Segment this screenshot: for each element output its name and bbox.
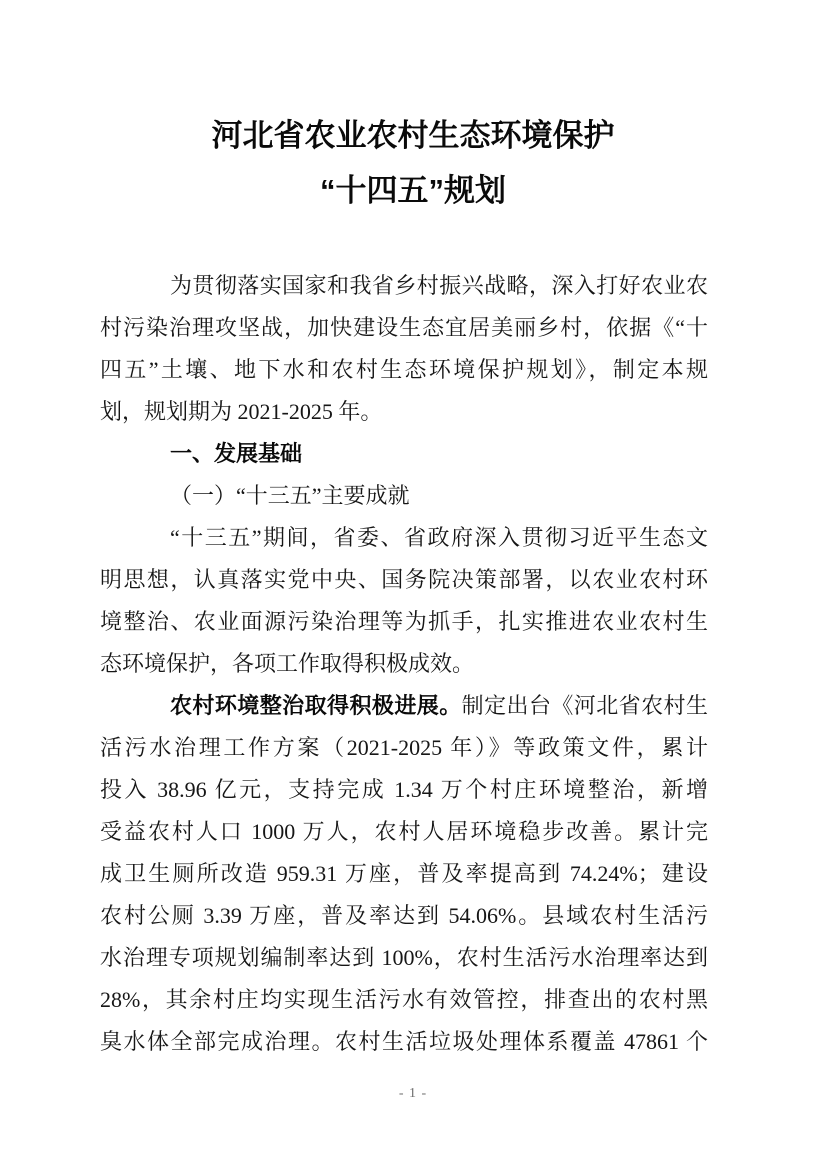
paragraph-3-line-8: 28%，其余村庄均实现生活污水有效管控，排查出的农村黑 <box>100 987 708 1012</box>
paragraph-2-line-4: 态环境保护，各项工作取得积极成效。 <box>100 651 475 676</box>
paragraph-3-line-7: 水治理专项规划编制率达到 100%，农村生活污水治理率达到 <box>100 945 708 970</box>
paragraph-3-line-3: 投入 38.96 亿元，支持完成 1.34 万个村庄环境整治，新增 <box>100 777 708 802</box>
paragraph-2-line-1: “十三五”期间，省委、省政府深入贯彻习近平生态文 <box>170 525 708 550</box>
paragraph-1-line-1: 为贯彻落实国家和我省乡村振兴战略，深入打好农业农 <box>170 273 708 298</box>
document-title <box>0 0 826 218</box>
paragraph-3-line-1-rest: 制定出台《河北省农村生 <box>461 693 708 718</box>
paragraph-3-line-2: 活污水治理工作方案（2021-2025 年）》等政策文件，累计 <box>100 735 708 760</box>
paragraph-3-line-9: 臭水体全部完成治理。农村生活垃圾处理体系覆盖 47861 个 <box>100 1029 708 1054</box>
paragraph-2-line-3: 境整治、农业面源污染治理等为抓手，扎实推进农业农村生 <box>100 609 708 634</box>
subsection-heading: （一）“十三五”主要成就 <box>170 483 410 508</box>
document-body <box>0 265 708 1063</box>
paragraph-3-line-1 <box>100 685 708 727</box>
page-number: - 1 - <box>398 1086 428 1101</box>
paragraph-3-line-6: 农村公厕 3.39 万座，普及率达到 54.06%。县域农村生活污 <box>100 903 708 928</box>
paragraph-2-line-2: 明思想，认真落实党中央、国务院决策部署，以农业农村环 <box>100 567 708 592</box>
page-footer <box>0 1084 826 1104</box>
title-line-1: 河北省农业农村生态环境保护 <box>211 118 615 153</box>
paragraph-1-line-4: 划，规划期为 2021-2025 年。 <box>100 399 383 424</box>
paragraph-1-line-3: 四五”土壤、地下水和农村生态环境保护规划》，制定本规 <box>100 357 708 382</box>
section-heading: 一、发展基础 <box>170 441 303 466</box>
paragraph-3-line-5: 成卫生厕所改造 959.31 万座，普及率提高到 74.24%；建设 <box>100 861 708 886</box>
bold-lead-text: 农村环境整治取得积极进展。 <box>170 693 462 718</box>
paragraph-1-line-2: 村污染治理攻坚战，加快建设生态宜居美丽乡村，依据《“十 <box>100 315 708 340</box>
paragraph-3-line-4: 受益农村人口 1000 万人，农村人居环境稳步改善。累计完 <box>100 819 708 844</box>
title-line-2: “十四五”规划 <box>320 173 506 208</box>
